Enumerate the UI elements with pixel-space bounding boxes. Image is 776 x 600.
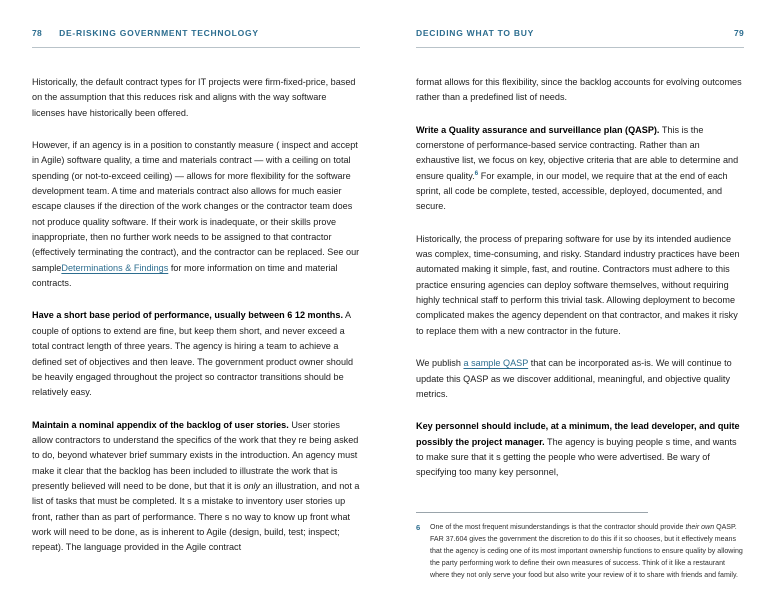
paragraph: [32, 138, 360, 291]
page-number-left: 78: [32, 28, 43, 38]
paragraph: [32, 308, 360, 400]
paragraph-text: This is the cornerstone of performance-based service contracting. Rather than an exhaustive list, we focus on key, objective criteria that are able to determine and ensure quality.: [416, 124, 739, 181]
page-number-right: 79: [733, 28, 744, 38]
running-title-right: DECIDING WHAT TO BUY: [416, 28, 535, 38]
footnote-marker: 6: [416, 522, 421, 532]
text-column-right: [416, 75, 744, 481]
footnote-text-part2: QASP. FAR 37.604 gives the government the discretion to do this if it so chooses, but it effectively means that the agency is ceding one of its most important ownership functions to ensure quality by allowing the party performing work to define their own measures of success. Think of it like a restaurant where they not only serve your food but also write your review of it to share with friends and family.: [430, 523, 743, 579]
paragraph-text-cont: for more information on time and material contracts.: [32, 262, 338, 289]
footnote-6: [416, 522, 744, 582]
paragraph-text: The agency is buying people s time, and wants to make sure that it s getting the people who were advertised. Be wary of specifying too many key personnel,: [416, 436, 737, 478]
paragraph-lead-in: Maintain a nominal appendix of the backlog of user stories.: [32, 419, 289, 430]
paragraph-text-cont: an illustration, and not a list of tasks that must be completed. It s a mistake to inventory user stories up front, rather than as part of performance. There s no way to know up front what work will need to be done, as is inherent to Agile (design, build, test; inspect; repeat). The language provided in the Agile contract: [32, 480, 360, 553]
header-rule-right: [416, 47, 744, 48]
text-column-left: [32, 75, 360, 556]
paragraph-text: Historically, the process of preparing software for use by its intended audience was complex, time-consuming, and risky. Standard industry practices have been automated making it simple, fast, and routine. Contractors must adhere to this practice ensuring agencies can deploy software themselves, without requiring highly technical staff to perform this trivial task. Allowing deployment to become complicated makes the agency dependent on that contractor, and makes it risky to replace them with a new contractor in the future.: [416, 233, 740, 336]
footnote-area: [416, 512, 744, 582]
page-right: [388, 0, 776, 600]
paragraph-text-cont: For example, in our model, we require that at the end of each sprint, all code be complete, tested, accessible, deployed, documented, and secure.: [416, 170, 728, 212]
paragraph-lead-in: Write a Quality assurance and surveillance plan (QASP).: [416, 124, 660, 135]
running-head-right: [416, 28, 744, 44]
paragraph-lead-in: Key personnel should include, at a minimum, the lead developer, and quite possibly the project manager.: [416, 421, 740, 447]
footnote-text-part1: One of the most frequent misunderstandings is that the contractor should provide: [430, 523, 684, 531]
footnote-text: [430, 522, 744, 582]
paragraph-text: Historically, the default contract types for IT projects were firm-fixed-price, based on the assumption that this reduces risk and aligns with the way software licenses have historically been offered.: [32, 77, 356, 118]
footnote-separator-rule: [416, 512, 648, 513]
paragraph: [32, 418, 360, 556]
paragraph-text: However, if an agency is in a position to constantly measure ( inspect and accept in Agile) software quality, a time and materials contract — with a ceiling on total spending (or not-to-exceed ceiling) — allows for more flexibility for the software development team. A time and materials contract also allows for much easier escape clauses if the direction of the work changes or the contractor team does not produce quality software. If their work is inadequate, or their skills prove inappropriate, then no further work needs to be assigned to that contractor (effectively terminating the contract), and the contractor can be replaced. See our sample: [32, 140, 360, 273]
link-determinations-and-findings[interactable]: Determinations & Findings: [61, 262, 169, 273]
paragraph: [416, 232, 744, 339]
paragraph: [32, 75, 360, 121]
footnote-emphasis: their own: [685, 523, 715, 531]
paragraph: [416, 75, 744, 106]
paragraph: [416, 419, 744, 480]
paragraph-lead-in: Have a short base period of performance, usually between 6 12 months.: [32, 310, 343, 321]
paragraph-text: A couple of options to extend are fine, but keep them short, and never exceed a total contract length of three years. The agency is hiring a team to achieve a defined set of objectives and then leave. The government product owner should be heavily engaged throughout the project so contractor transitions should be relatively easy.: [32, 310, 354, 398]
paragraph: [416, 123, 744, 215]
paragraph-text-cont: that can be incorporated as-is. We will continue to update this QASP as we discover additional, meaningful, and objective quality metrics.: [416, 358, 732, 399]
running-head-left: [32, 28, 360, 44]
footnote-reference-6[interactable]: 6: [474, 169, 479, 177]
paragraph: [416, 356, 744, 402]
emphasis-only: only: [243, 480, 261, 491]
paragraph-text: User stories allow contractors to understand the specifics of the work that they re being asked to do, beyond whatever brief summary exists in the introduction. An agency must make it clear that the backlog has been included to illustrate the work that is presently believed will need to be done, but that it is: [32, 419, 359, 491]
paragraph-text: format allows for this flexibility, since the backlog accounts for evolving outcomes rather than a predefined list of needs.: [416, 77, 742, 103]
running-title-left: DE-RISKING GOVERNMENT TECHNOLOGY: [59, 28, 259, 38]
paragraph-text: We publish: [416, 358, 461, 369]
link-a-sample-qasp[interactable]: a sample QASP: [463, 358, 529, 369]
header-rule-left: [32, 47, 360, 48]
